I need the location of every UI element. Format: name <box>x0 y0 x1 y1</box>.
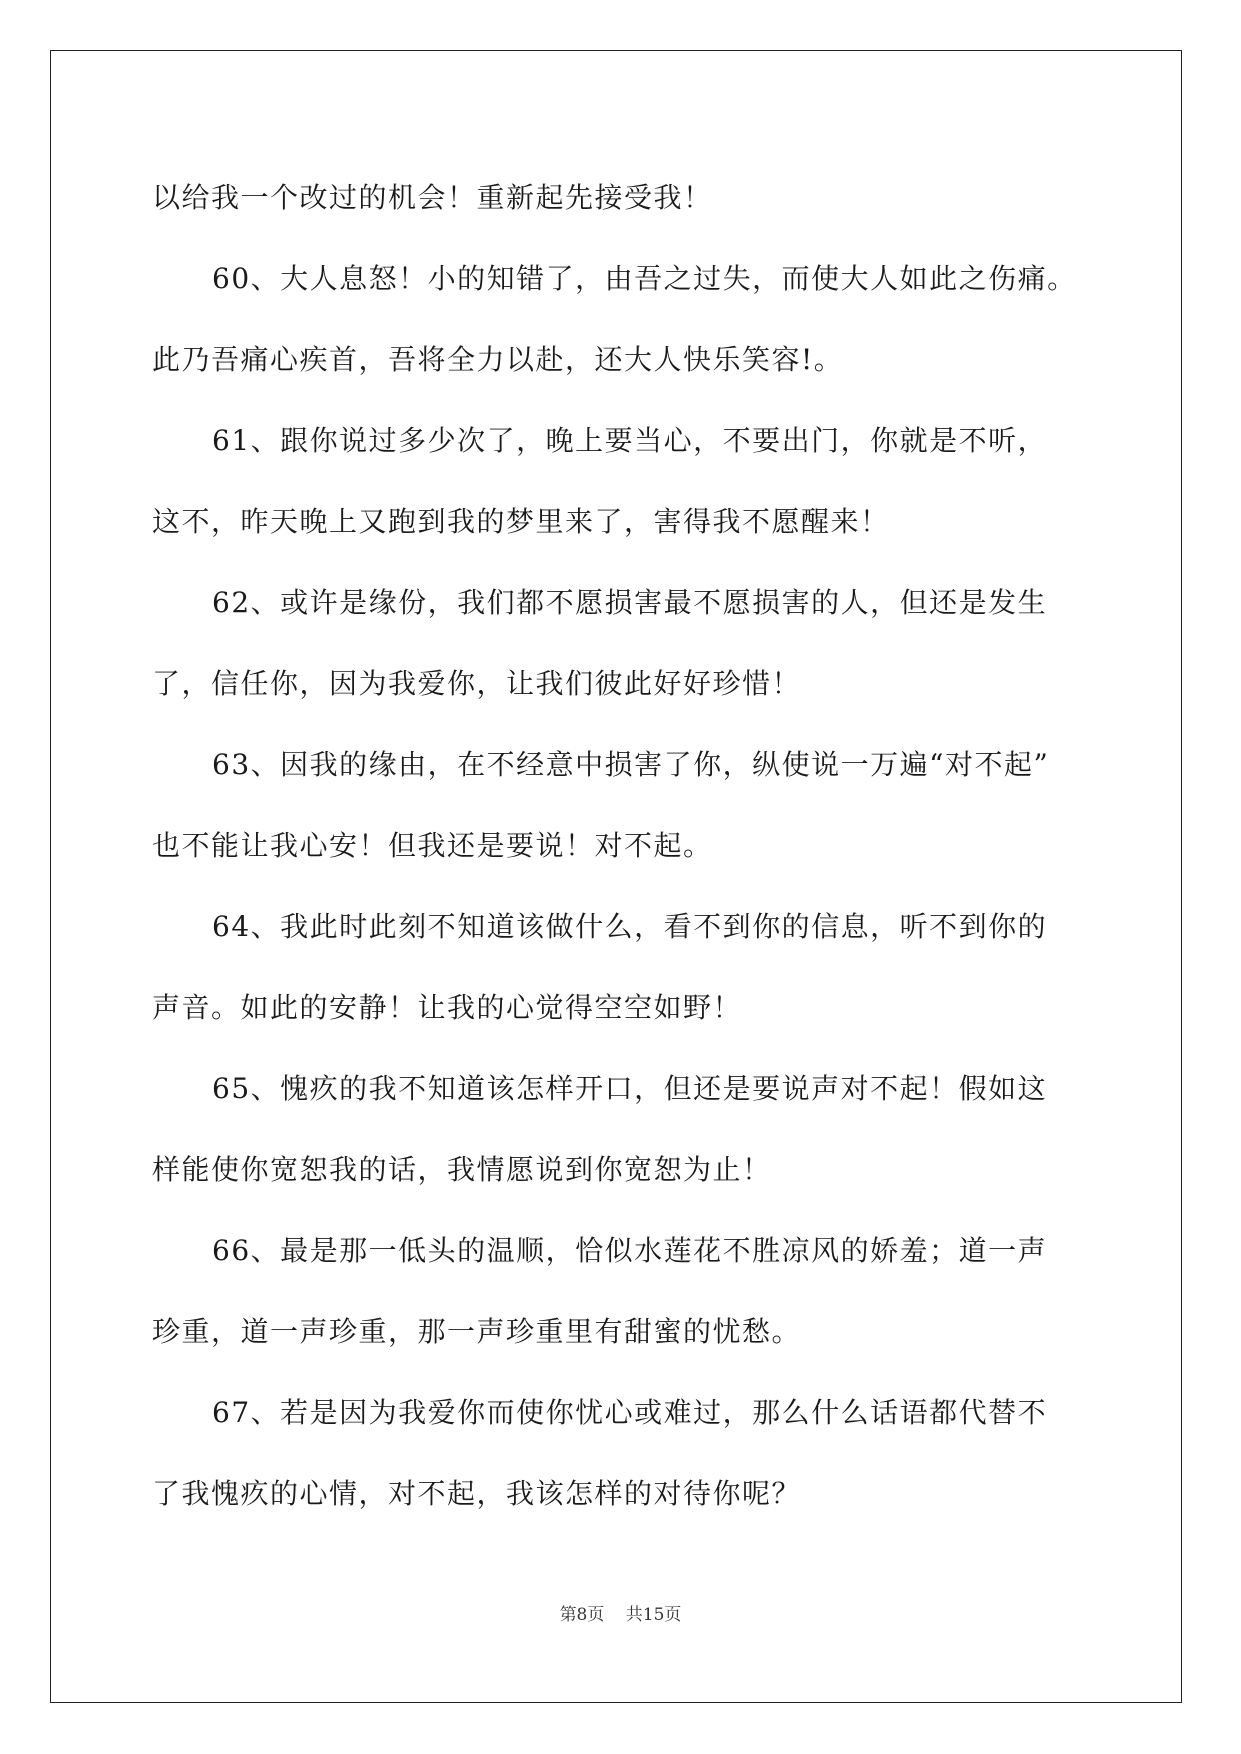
text-line: 67、若是因为我爱你而使你忧心或难过，那么什么话语都代替不 <box>212 1396 1048 1429</box>
text-line: 了我愧疚的心情，对不起，我该怎样的对待你呢？ <box>152 1477 802 1510</box>
text-line: 此乃吾痛心疾首，吾将全力以赴，还大人快乐笑容!。 <box>152 343 844 376</box>
page-number-total: 共15页 <box>625 1605 682 1625</box>
page-number-current: 第8页 <box>559 1605 605 1625</box>
text-line: 声音。如此的安静！让我的心觉得空空如野！ <box>152 991 743 1024</box>
document-body <box>152 157 1096 1534</box>
text-line: 63、因我的缘由，在不经意中损害了你，纵使说一万遍“对不起” <box>212 748 1050 781</box>
text-line: 珍重，道一声珍重，那一声珍重里有甜蜜的忧愁。 <box>152 1315 802 1348</box>
page-footer <box>0 1600 1241 1625</box>
text-line: 这不，昨天晚上又跑到我的梦里来了，害得我不愿醒来！ <box>152 505 890 538</box>
text-line: 64、我此时此刻不知道该做什么，看不到你的信息，听不到你的 <box>212 910 1048 943</box>
text-line: 样能使你宽恕我的话，我情愿说到你宽恕为止！ <box>152 1153 772 1186</box>
text-line: 66、最是那一低头的温顺，恰似水莲花不胜凉风的娇羞；道一声 <box>212 1234 1048 1267</box>
text-line: 65、愧疚的我不知道该怎样开口，但还是要说声对不起！假如这 <box>212 1072 1048 1105</box>
text-line: 60、大人息怒！小的知错了，由吾之过失，而使大人如此之伤痛。 <box>212 262 1077 295</box>
text-line: 以给我一个改过的机会！重新起先接受我！ <box>152 181 713 214</box>
text-line: 了，信任你，因为我爱你，让我们彼此好好珍惜！ <box>152 667 802 700</box>
text-line: 62、或许是缘份，我们都不愿损害最不愿损害的人，但还是发生 <box>212 586 1048 619</box>
text-line: 也不能让我心安！但我还是要说！对不起。 <box>152 829 713 862</box>
text-line: 61、跟你说过多少次了，晚上要当心，不要出门，你就是不听， <box>212 424 1048 457</box>
